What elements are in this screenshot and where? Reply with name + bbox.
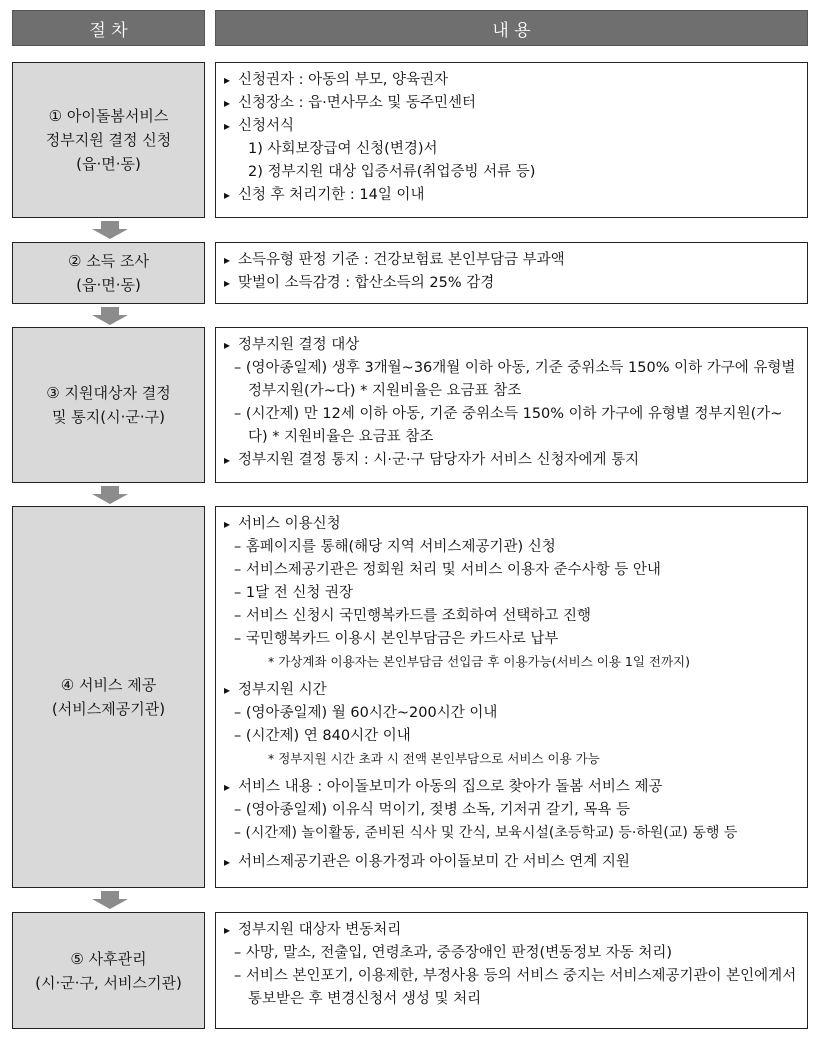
step-2-content (215, 242, 808, 304)
step-5-box (12, 912, 205, 1029)
header-procedure (12, 10, 205, 46)
step-1-title-line-2: 정부지원 결정 신청 (45, 131, 172, 149)
bullet-item: ▸ 신청 후 처리기한 : 14일 이내 (224, 184, 799, 207)
header-procedure-label: 절 차 (89, 20, 128, 41)
bullet-item: ▸ 신청권자 : 아동의 부모, 양육권자 (224, 69, 799, 92)
step-5-content (215, 912, 808, 1029)
dash-item: – 서비스 신청시 국민행복카드를 조회하여 선택하고 진행 (234, 608, 592, 624)
bullet-item: ▸ 서비스 이용신청 (224, 513, 799, 536)
arrow-down-icon (92, 891, 128, 909)
bullet-item: ▸ 서비스제공기관은 이용가정과 아이돌보미 간 서비스 연계 지원 (224, 851, 799, 874)
dash-item: – (시간제) 놀이활동, 준비된 식사 및 간식, 보육시설(초등학교) 등·하원(교) 동행 등 (234, 825, 738, 841)
step-2-title-line-2: (읍·면·동) (76, 276, 141, 294)
step-3-title-line-1: ③ 지원대상자 결정 (46, 384, 171, 402)
step-3-content (215, 327, 808, 483)
step-2-title-line-1: ② 소득 조사 (68, 252, 149, 270)
dash-item: – (영아종일제) 월 60시간~200시간 이내 (234, 705, 498, 721)
dash-item: – (시간제) 연 840시간 이내 (234, 728, 411, 744)
step-2-box (12, 242, 205, 304)
bullet-item: ▸ 정부지원 결정 대상 (224, 334, 799, 357)
step-4-title-line-2: (서비스제공기관) (51, 700, 166, 718)
arrow-down-icon (92, 486, 128, 504)
bullet-item: ▸ 정부지원 시간 (224, 679, 799, 702)
dash-item: – 홈페이지를 통해(해당 지역 서비스제공기관) 신청 (234, 539, 556, 555)
bullet-item: ▸ 신청서식 (224, 115, 799, 138)
dash-item: – 서비스 본인포기, 이용제한, 부정사용 등의 서비스 중지는 서비스제공기관이 본인에게서 통보받은 후 변경신청서 생성 및 처리 (234, 968, 797, 1007)
header-content (215, 10, 808, 46)
dash-item: – (시간제) 만 12세 이하 아동, 기준 중위소득 150% 이하 가구에 유형별 정부지원(가~다) * 지원비율은 요금표 참조 (234, 406, 783, 445)
bullet-item: ▸ 정부지원 대상자 변동처리 (224, 919, 799, 942)
arrow-down-icon (92, 307, 128, 325)
step-1-content (215, 62, 808, 218)
dash-item: – 1달 전 신청 권장 (234, 585, 353, 601)
step-1-title-line-3: (읍·면·동) (76, 155, 141, 173)
step-3-box (12, 327, 205, 483)
step-1-title-line-1: ① 아이돌봄서비스 (48, 107, 169, 125)
note-item: * 정부지원 시간 초과 시 전액 본인부담으로 서비스 이용 가능 (268, 751, 600, 766)
arrow-down-icon (92, 221, 128, 239)
step-5-title-line-2: (시·군·구, 서비스기관) (35, 973, 182, 992)
step-1-box (12, 62, 205, 218)
note-item: * 가상계좌 이용자는 본인부담금 선입금 후 이용가능(서비스 이용 1일 전까지) (268, 654, 690, 669)
dash-item: – 사망, 말소, 전출입, 연령초과, 중증장애인 판정(변동정보 자동 처리) (234, 945, 673, 961)
bullet-item: ▸ 맞벌이 소득감경 : 합산소득의 25% 감경 (224, 272, 799, 295)
bullet-item: ▸ 신청장소 : 읍·면사무소 및 동주민센터 (224, 92, 799, 115)
step-4-title-line-1: ④ 서비스 제공 (60, 676, 157, 694)
numbered-item: 2) 정부지원 대상 입증서류(취업증빙 서류 등) (248, 164, 536, 180)
step-3-title-line-2: 및 통지(시·군·구) (52, 408, 165, 426)
dash-item: – (영아종일제) 이유식 먹이기, 젖병 소독, 기저귀 갈기, 목욕 등 (234, 802, 631, 818)
numbered-item: 1) 사회보장급여 신청(변경)서 (248, 141, 438, 157)
step-4-content (215, 506, 808, 888)
dash-item: – (영아종일제) 생후 3개월~36개월 이하 아동, 기준 중위소득 150% 이하 가구에 유형별 정부지원(가~다) * 지원비율은 요금표 참조 (234, 360, 796, 399)
step-4-box (12, 506, 205, 888)
bullet-item: ▸ 소득유형 판정 기준 : 건강보험료 본인부담금 부과액 (224, 249, 799, 272)
dash-item: – 서비스제공기관은 정회원 처리 및 서비스 이용자 준수사항 등 안내 (234, 562, 661, 578)
dash-item: – 국민행복카드 이용시 본인부담금은 카드사로 납부 (234, 631, 559, 647)
step-5-title-line-1: ⑤ 사후관리 (70, 949, 147, 968)
bullet-item: ▸ 서비스 내용 : 아이돌보미가 아동의 집으로 찾아가 돌봄 서비스 제공 (224, 776, 799, 799)
header-content-label: 내 용 (492, 20, 531, 41)
bullet-item: ▸ 정부지원 결정 통지 : 시·군·구 담당자가 서비스 신청자에게 통지 (224, 449, 799, 472)
